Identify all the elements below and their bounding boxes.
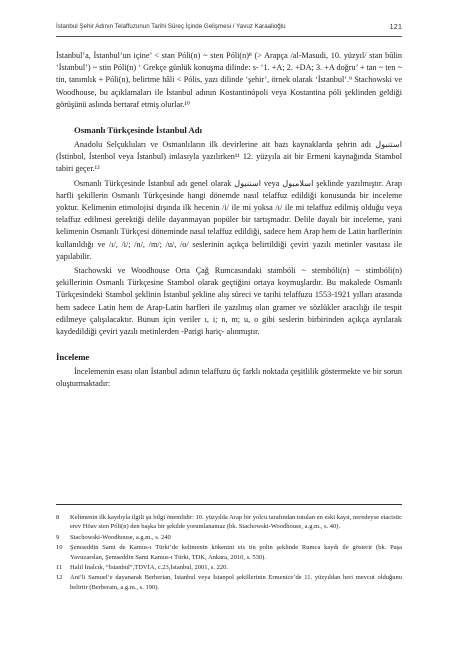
- footnote-text: Şemseddin Sami de Kamus-ı Türki’de kelimenin kökenini eis tin polin şeklinde Rumca kaydı ile gösterir (bk. Paşa Yavuzarslan, Şemseddin Sami Kamus-ı Türki, TDK, Ankara, 2010, s. 530).: [70, 544, 402, 561]
- footnote-number: 11: [56, 564, 63, 572]
- footnote-number: 8: [56, 514, 60, 521]
- footnote: [56, 543, 402, 562]
- footnote-number: 10: [56, 544, 63, 552]
- footnotes: [56, 504, 402, 593]
- footnote: [56, 513, 402, 532]
- body-paragraph: Osmanlı Türkçesinde İstanbul adı genel olarak استنبول veya اسلامبول şeklinde yazılmıştır. Arap harfli şekillerin Osmanlı Türkçesinde hangi dönemde nasıl telaffuz edildiği konusunda bir inceleme yoktur. Kelimenin etimolojisi dışında ilk hecenin /i/ ile mi yoksa /ı/ ile mi telaffuz edilmiş olduğu veya telaffuz edilmesi gerektiği delile dayanmayan popüler bir tartışmadır. Delile dayalı bir inceleme, yani kelimenin Osmanlı Türkçesi döneminde nasıl telaffuz edildiği, sadece hem Arap hem de Latin harflerinin kullanıldığı ve /ı/, /i/; /n/, /m/; /u/, /o/ seslerinin açıkça belirtildiği çeviri yazılı metinler vasıtası ile yapılabilir.: [56, 178, 402, 261]
- main-text: [56, 50, 402, 391]
- footnote: [56, 563, 402, 572]
- running-title: İstanbul Şehir Adının Telaffuzunun Tarihi Süreç İçinde Gelişmesi / Yavuz Karaalioğlu: [56, 23, 286, 30]
- footnote-text: Halil İnalcık, “İstanbul”,TDVİA, c.23,İstanbul, 2001, s. 220.: [70, 564, 228, 572]
- footnote: [56, 573, 402, 592]
- intro-paragraph: İstanbul’a, İstanbul’un içine’ < stan Póli(n) ~ sten Póli(n)⁸ (> Arapça /al-Masudi, 10. yüzyıl/ stan būlin ‘İstanbul’) ~ stin Póli(n) ‘ Grekçe günlük konuşma dilinde: s- ‘1. +A; 2. +DA; 3. +A doğru’ + tan ~ ten ~ tin, tanımlık + Póli(n), belirtme hâli < Pólis, yazı dilinde ‘şehir’, örnek olarak ‘İstanbul’.⁹ Stachowski ve Woodhouse, bu açıklamaları ile İstanbul adının Kostantinópoli veya Kostantina póli şeklinden geldiği görüşünü aslında bertaraf etmiş olurlar.¹⁰: [56, 51, 402, 109]
- section-heading: Osmanlı Türkçesinde İstanbul Adı: [74, 125, 203, 136]
- footnote: [56, 533, 402, 542]
- footnote-text: Kelimenin ilk kaydıyla ilgili şu bilgi önemlidir: 10. yüzyılda Arap bir yolcu tarafından tutulan en eski kayıt, neredeyse etacistic erev Hōav sten Póli(n) den başka bir şekilde yorumlanamaz (bk. Stachowski-Woodhouse, a.g.m., s. 40).: [70, 514, 402, 531]
- footnote-text: Stachowski-Woodhouse, a.g.m., s. 240: [70, 533, 171, 541]
- section-heading: İnceleme: [56, 352, 90, 363]
- footnote-number: 12: [56, 574, 63, 582]
- running-header: [56, 22, 402, 37]
- body-paragraph: Stachowski ve Woodhouse Orta Çağ Rumcasındaki stambóli ~ stembóli(n) ~ stimbóli(n) şekillerinin Osmanlı Türkçesine Stambol olarak geçtiğini ortaya koymuşlardır. Bu makalede Osmanlı Türkçesindeki Stambol şeklinin İstanbul şekline alış süreci ve tarihi telaffuzu 1553-1921 yılları arasında hem sadece Latin hem de Arap-Latin harfleri ile yazılmış olan gramer ve sözlükler aracılığı ile tespit edilmeye çalışılacaktır. Bunun için veriler ı, i; n, m; u, o gibi seslerin birbirinden açıkça ayrılarak kaydedildiği çeviri yazılı metinlerden -Parigi hariç- alınmıştır.: [56, 266, 402, 337]
- page-number: 121: [389, 22, 402, 31]
- footnote-text: Ani’li Samuel’e dayanarak Berberian, İstanbul veya İstanpol şekillerinin Ermenice’de 11. yüzyıldan beri mevcut olduğunu belirtir (Berberain, a.g.m., s. 190).: [70, 574, 402, 591]
- body-paragraph: İncelemenin esası olan İstanbul adının telaffuzu üç farklı noktada çeşitlilik göstermekte ve bir sorun oluşturmaktadır:: [56, 367, 402, 389]
- footnote-number: 9: [56, 533, 60, 541]
- body-paragraph: Anadolu Selçukluları ve Osmanlıların ilk devirlerine ait bazı kaynaklarda şehrin adı استنبول (İstinbol, İstenbol veya İstanbul) imlasıyla yazılırken¹¹ 12. yüzyıla ait bir Ermeni kaynağında Stambol tabiri geçer.¹²: [56, 140, 402, 174]
